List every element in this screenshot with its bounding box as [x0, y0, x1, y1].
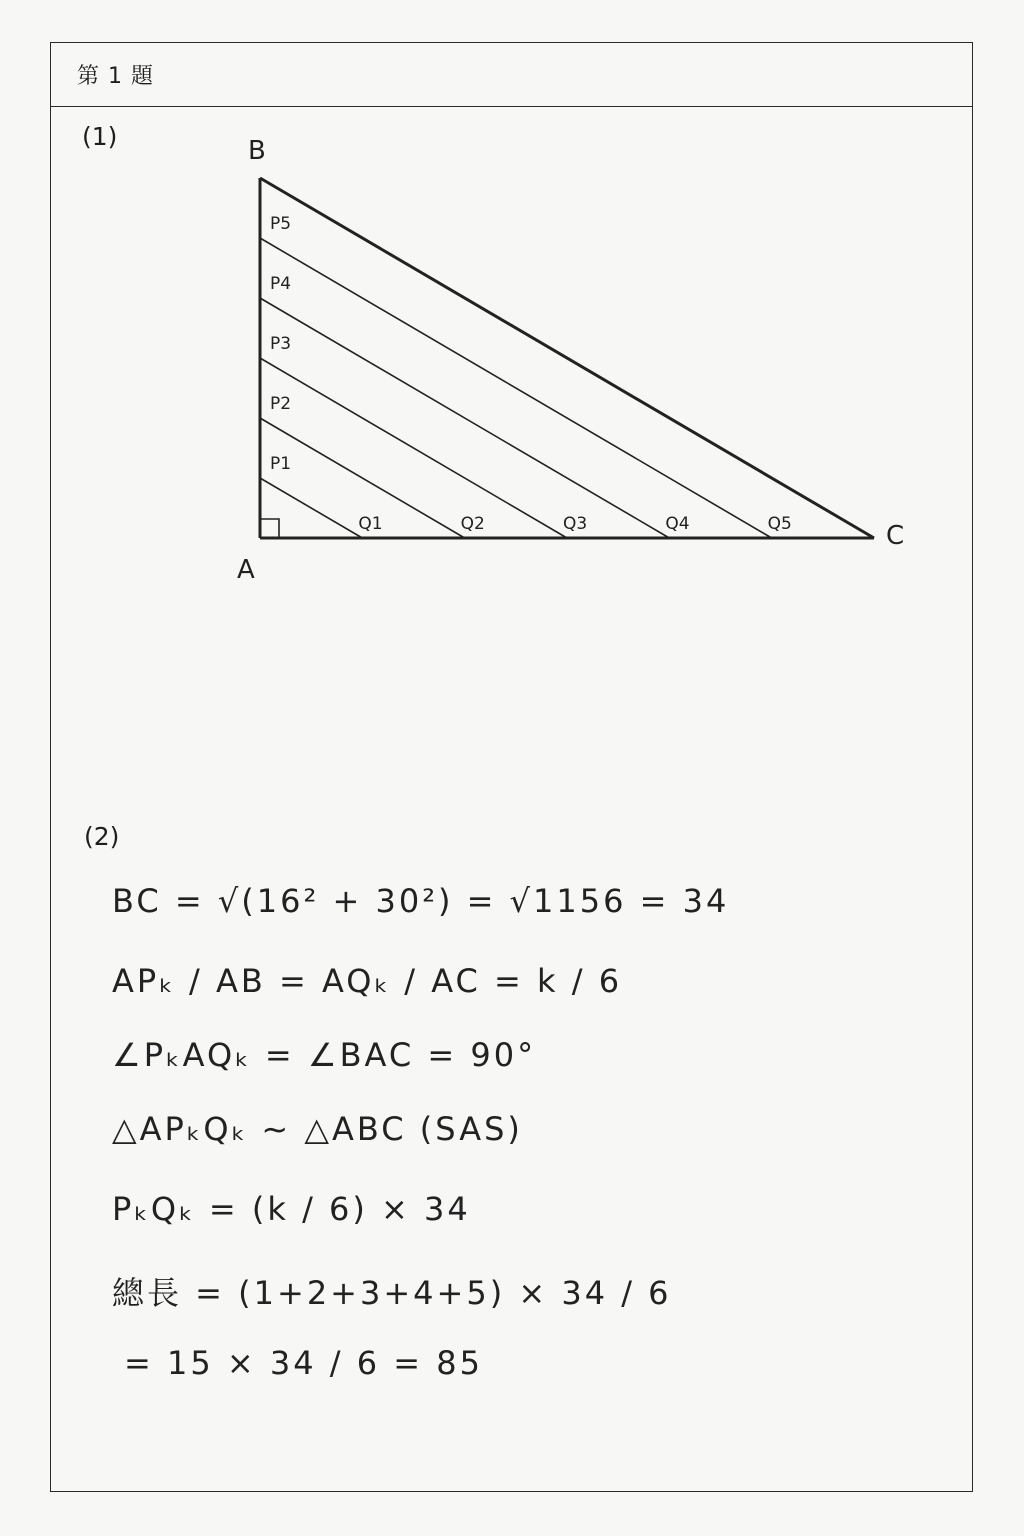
label-q5: Q5 [767, 514, 792, 534]
solution-line-1: BC = √(16² + 30²) = √1156 = 34 [112, 882, 730, 920]
solution-line-6: 總長 = (1+2+3+4+5) × 34 / 6 [112, 1274, 672, 1312]
solution-line-7: = 15 × 34 / 6 = 85 [124, 1344, 483, 1382]
label-p5: P5 [270, 214, 292, 234]
segment-p5-q5 [260, 238, 772, 538]
problem-title: 第 1 題 [77, 64, 154, 89]
q-labels [358, 514, 792, 534]
label-p4: P4 [270, 274, 292, 294]
solution-line-2: APₖ / AB = AQₖ / AC = k / 6 [112, 962, 623, 1000]
label-p2: P2 [270, 394, 292, 414]
vertex-a-label: A [237, 555, 255, 585]
vertex-c-label: C [886, 521, 905, 551]
label-q2: Q2 [460, 514, 485, 534]
triangle-figure [0, 0, 1024, 700]
part-1-label: (1) [82, 122, 118, 151]
solution-line-5: PₖQₖ = (k / 6) × 34 [112, 1190, 471, 1228]
solution-line-3: ∠PₖAQₖ = ∠BAC = 90° [112, 1036, 537, 1074]
segment-p3-q3 [260, 358, 567, 538]
label-p1: P1 [270, 454, 292, 474]
segment-p1-q1 [260, 478, 362, 538]
label-q1: Q1 [358, 514, 383, 534]
label-q4: Q4 [665, 514, 690, 534]
label-q3: Q3 [563, 514, 588, 534]
parallel-segments [260, 238, 772, 538]
segment-p4-q4 [260, 298, 669, 538]
side-bc [260, 178, 874, 538]
right-angle-mark [260, 519, 279, 538]
part-2-label: (2) [84, 822, 120, 851]
vertex-b-label: B [248, 136, 266, 166]
solution-line-4: △APₖQₖ ~ △ABC (SAS) [112, 1110, 523, 1148]
label-p3: P3 [270, 334, 292, 354]
